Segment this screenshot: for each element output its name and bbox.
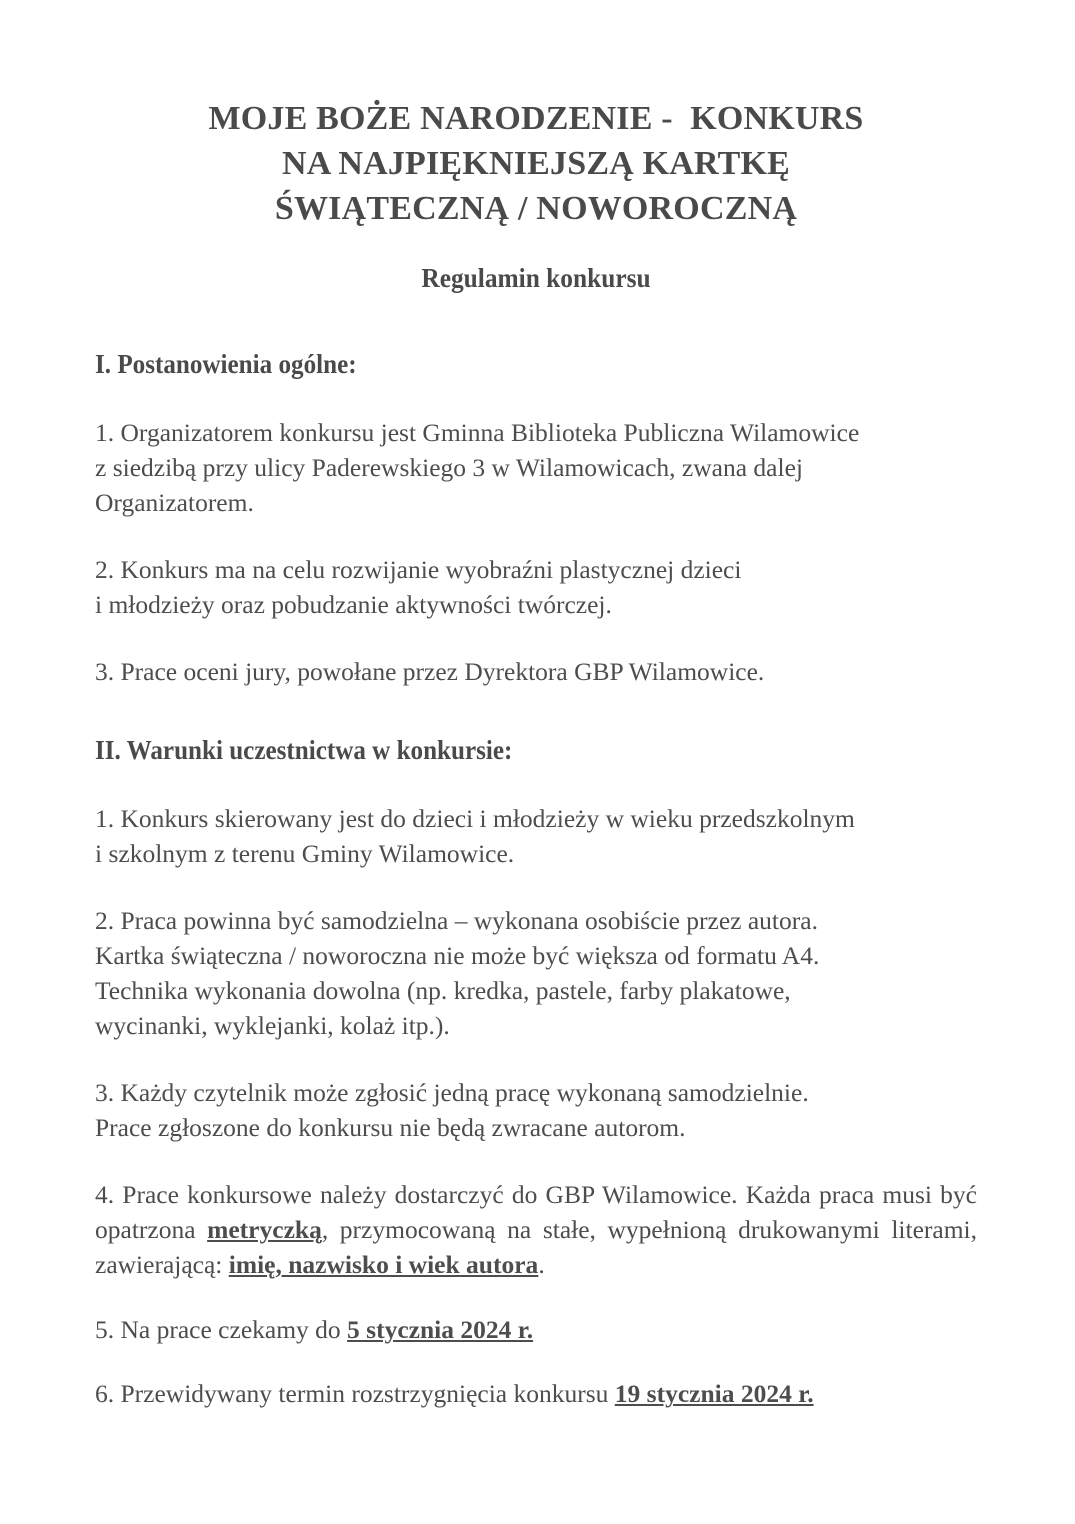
- emphasis-autor-details: imię, nazwisko i wiek autora: [228, 1249, 539, 1279]
- paragraph-ii-6: [95, 1377, 977, 1412]
- paragraph-i-2: [95, 553, 977, 623]
- paragraph-ii-3: [95, 1076, 977, 1146]
- title-line-3: ŚWIĄTECZNĄ / NOWOROCZNĄ: [274, 190, 798, 228]
- emphasis-deadline-date: 5 stycznia 2024 r.: [347, 1314, 534, 1344]
- paragraph-i-1-line-2: z siedzibą przy ulicy Paderewskiego 3 w Wilamowicach, zwana dalej: [95, 453, 803, 483]
- emphasis-metryczka: metryczką: [207, 1214, 322, 1244]
- paragraph-ii-4-part-3: .: [538, 1249, 545, 1279]
- paragraph-ii-2-line-4: wycinanki, wyklejanki, kolaż itp.).: [95, 1010, 450, 1040]
- document-subtitle: Regulamin konkursu: [421, 262, 651, 293]
- paragraph-ii-4: [95, 1178, 977, 1283]
- paragraph-ii-2: [95, 904, 977, 1044]
- paragraph-ii-2-line-1: 2. Praca powinna być samodzielna – wykonana osobiście przez autora.: [95, 906, 818, 936]
- paragraph-ii-2-line-3: Technika wykonania dowolna (np. kredka, pastele, farby plakatowe,: [95, 976, 791, 1006]
- paragraph-ii-5: [95, 1313, 977, 1348]
- paragraph-ii-1-line-2: [95, 837, 977, 872]
- paragraph-ii-5-part-1: 5. Na prace czekamy do: [95, 1314, 348, 1344]
- paragraph-i-2-line-1: 2. Konkurs ma na celu rozwijanie wyobraźni plastycznej dzieci: [95, 555, 742, 585]
- section-heading-1: I. Postanowienia ogólne:: [95, 349, 357, 380]
- paragraph-ii-6-part-1: 6. Przewidywany termin rozstrzygnięcia konkursu: [95, 1379, 615, 1409]
- paragraph-i-1-line-1: 1. Organizatorem konkursu jest Gminna Biblioteka Publiczna Wilamowice: [95, 418, 860, 448]
- paragraph-i-1-line-3: Organizatorem.: [95, 488, 254, 518]
- paragraph-ii-1: [95, 802, 977, 872]
- emphasis-results-date: 19 stycznia 2024 r.: [614, 1379, 814, 1409]
- title-line-1: MOJE BOŻE NARODZENIE - KONKURS: [208, 100, 864, 137]
- paragraph-i-2-line-2: i młodzieży oraz pobudzanie aktywności twórczej.: [95, 590, 612, 620]
- title-line-2: NA NAJPIĘKNIEJSZĄ KARTKĘ: [281, 145, 791, 183]
- paragraph-ii-1-line-1: 1. Konkurs skierowany jest do dzieci i młodzieży w wieku przedszkolnym: [95, 804, 855, 834]
- paragraph-ii-4-part-1: 4. Prace konkursowe należy dostarczyć do GBP Wilamowice. Każda praca musi być opatrzona: [95, 1179, 977, 1244]
- paragraph-i-3: [95, 655, 977, 690]
- paragraph-ii-4-part-2: , przymocowaną na stałe, wypełnioną drukowanymi literami, zawierającą:: [95, 1214, 977, 1279]
- paragraph-i-3-line-1: 3. Prace oceni jury, powołane przez Dyrektora GBP Wilamowice.: [95, 657, 765, 687]
- page-title: [95, 96, 977, 232]
- section-heading-2: II. Warunki uczestnictwa w konkursie:: [95, 734, 513, 765]
- paragraph-ii-3-line-1: 3. Każdy czytelnik może zgłosić jedną pracę wykonaną samodzielnie.: [95, 1077, 809, 1107]
- paragraph-ii-2-line-2: Kartka świąteczna / noworoczna nie może być większa od formatu A4.: [95, 941, 820, 971]
- paragraph-ii-1-line-2a: i szkolnym z terenu: [95, 839, 296, 869]
- paragraph-ii-1-line-2b: Gminy Wilamowice.: [301, 839, 515, 869]
- paragraph-ii-3-line-2: Prace zgłoszone do konkursu nie będą zwracane autorom.: [95, 1112, 686, 1142]
- paragraph-i-1: [95, 416, 977, 521]
